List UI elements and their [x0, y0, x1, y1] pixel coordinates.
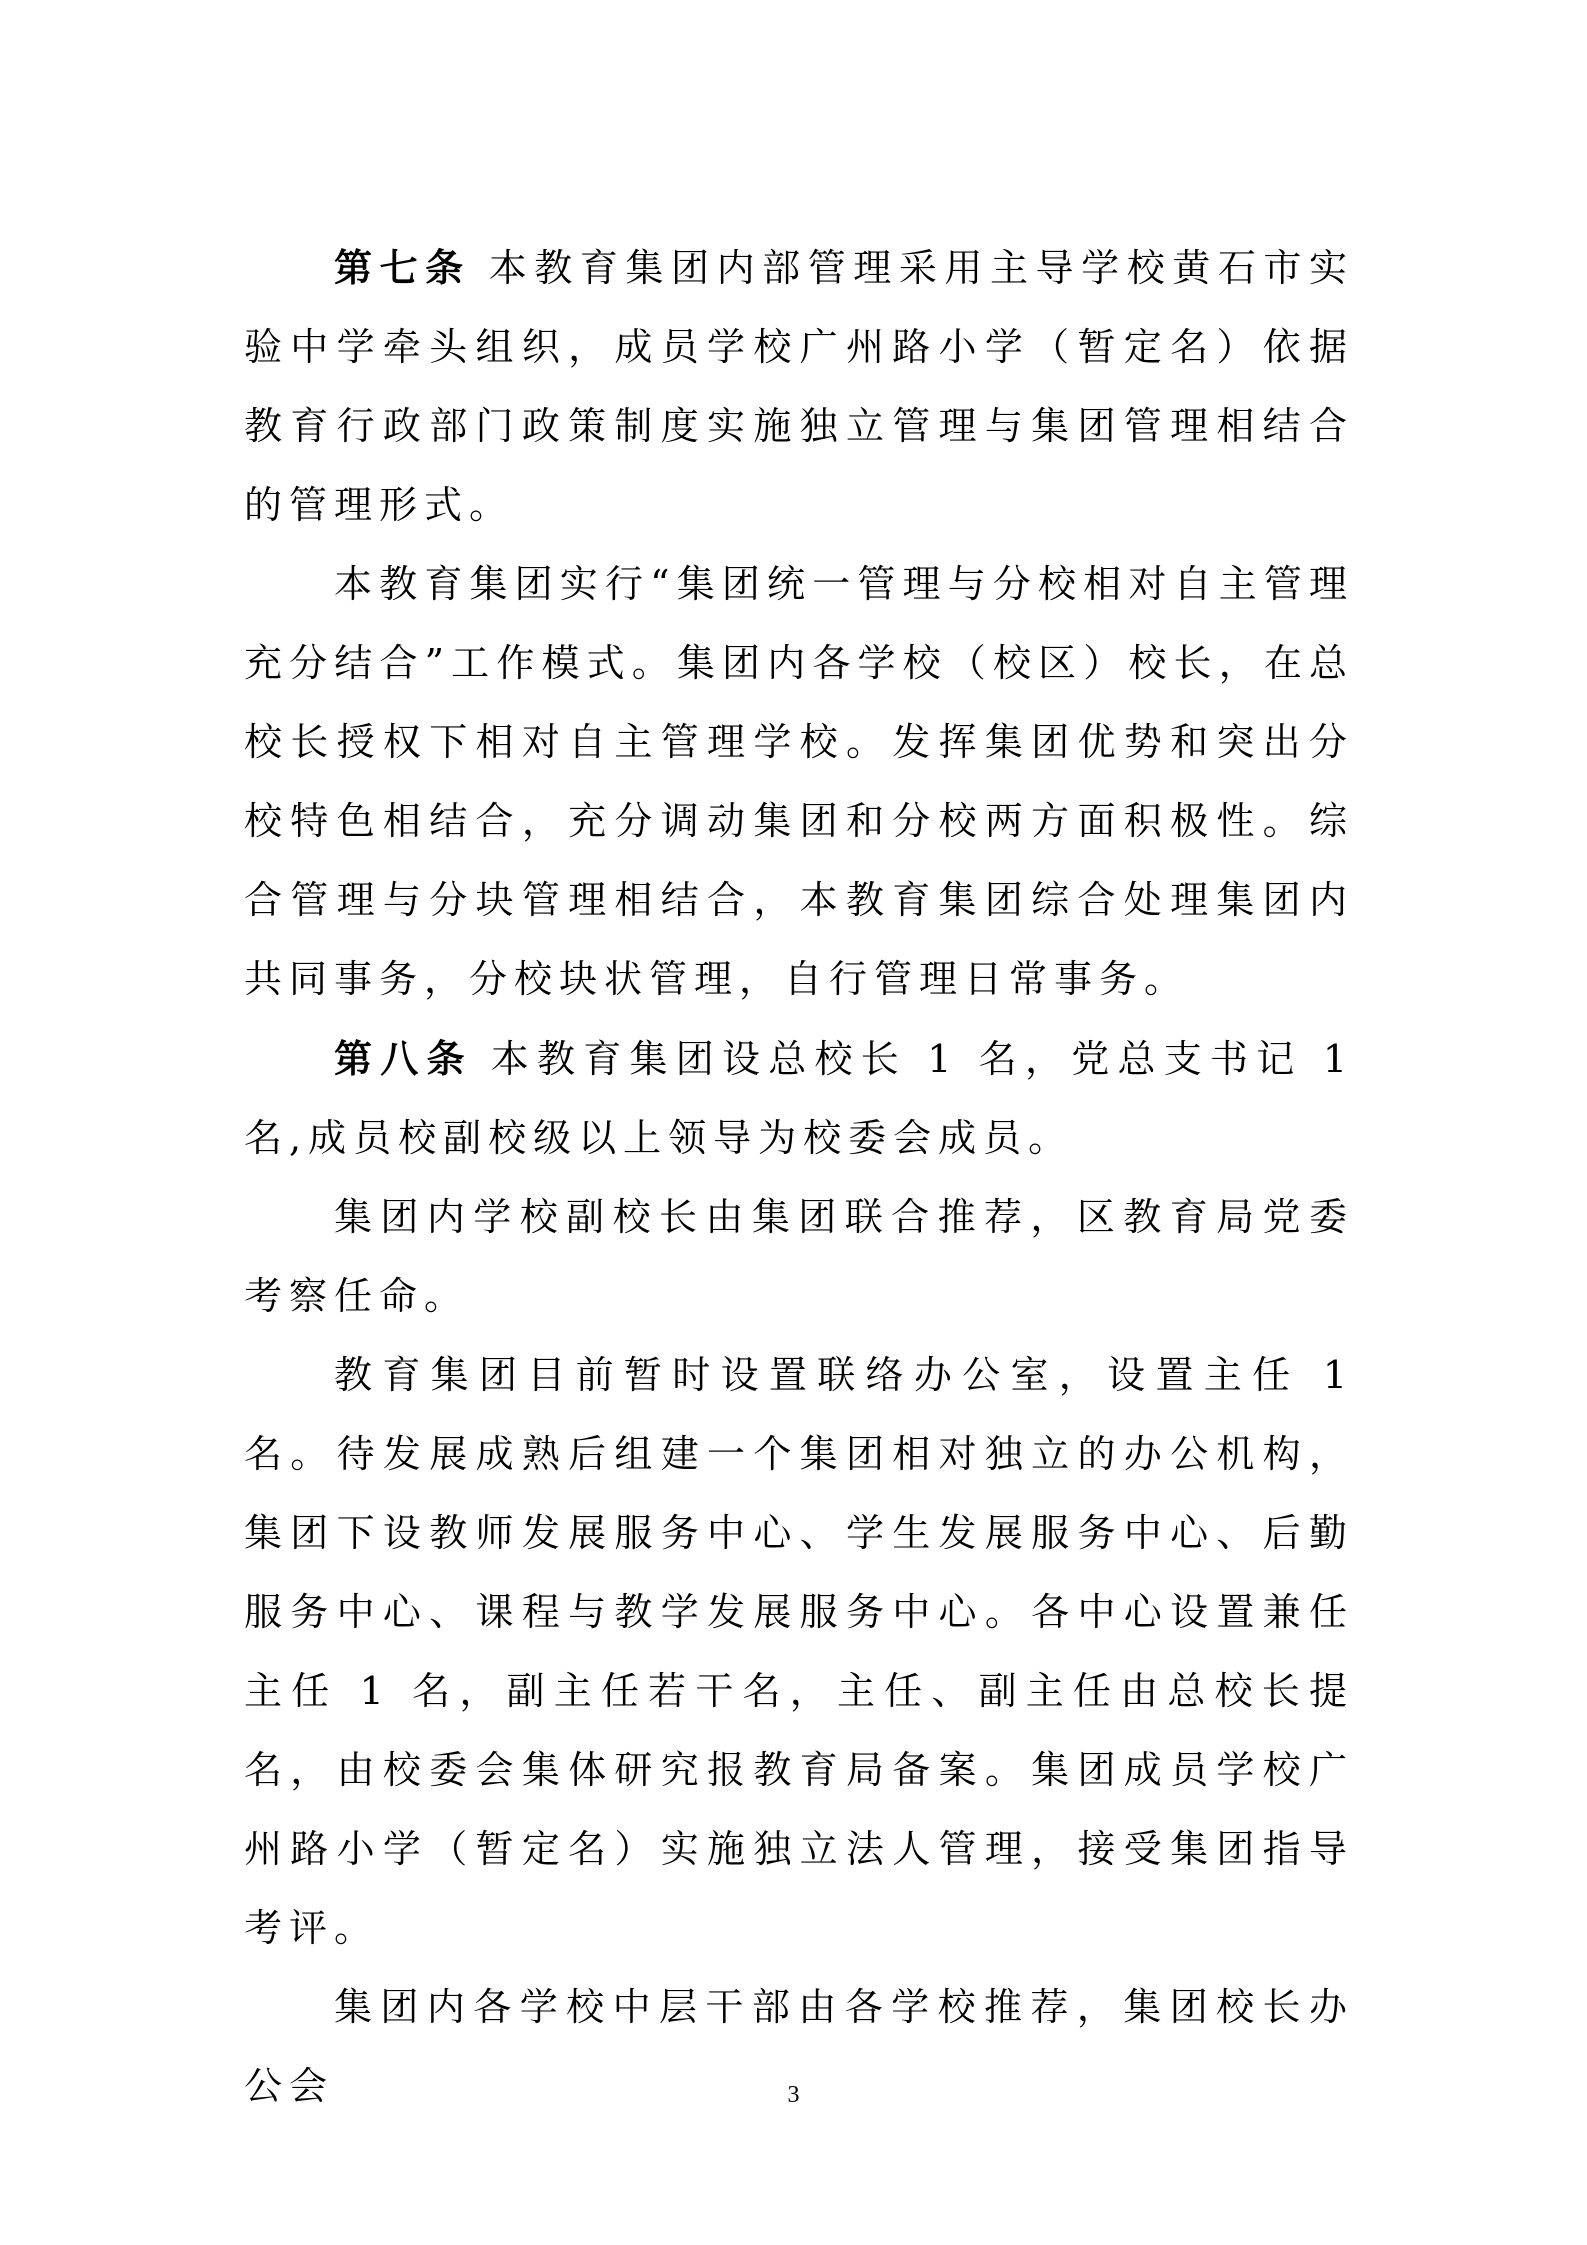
management-model-paragraph	[244, 545, 1354, 1019]
vice-principal-paragraph	[244, 1178, 1354, 1336]
article-7-label: 第七条	[334, 245, 471, 290]
article-8-paragraph	[244, 1019, 1354, 1178]
vice-principal-text: 集团内学校副校长由集团联合推荐，区教育局党委考察任命。	[244, 1195, 1354, 1318]
management-model-text: 本教育集团实行“集团统一管理与分校相对自主管理充分结合”工作模式。集团内各学校（校区）校长，在总校长授权下相对自主管理学校。发挥集团优势和突出分校特色相结合，充分调动集团和分校两方面积极性。综合管理与分块管理相结合，本教育集团综合处理集团内共同事务，分校块状管理，自行管理日常事务。	[244, 562, 1354, 1001]
article-8-label: 第八条	[334, 1036, 473, 1081]
office-setup-paragraph	[244, 1336, 1354, 1968]
article-8-text: 本教育集团设总校长 1 名，党总支书记 1 名,成员校副校级以上领导为校委会成员。	[244, 1037, 1354, 1160]
article-7-text: 本教育集团内部管理采用主导学校黄石市实验中学牵头组织，成员学校广州路小学（暂定名）依据教育行政部门政策制度实施独立管理与集团管理相结合的管理形式。	[244, 246, 1354, 527]
article-7-paragraph	[244, 228, 1354, 545]
office-setup-text: 教育集团目前暂时设置联络办公室，设置主任 1 名。待发展成熟后组建一个集团相对独立的办公机构，集团下设教师发展服务中心、学生发展服务中心、后勤服务中心、课程与教学发展服务中心。各中心设置兼任主任 1 名，副主任若干名，主任、副主任由总校长提名，由校委会集体研究报教育局备案。集团成员学校广州路小学（暂定名）实施独立法人管理，接受集团指导考评。	[244, 1353, 1354, 1950]
middle-cadre-text: 集团内各学校中层干部由各学校推荐，集团校长办公会	[244, 1985, 1354, 2108]
document-body	[244, 228, 1354, 2126]
page-number: 3	[787, 2082, 800, 2108]
